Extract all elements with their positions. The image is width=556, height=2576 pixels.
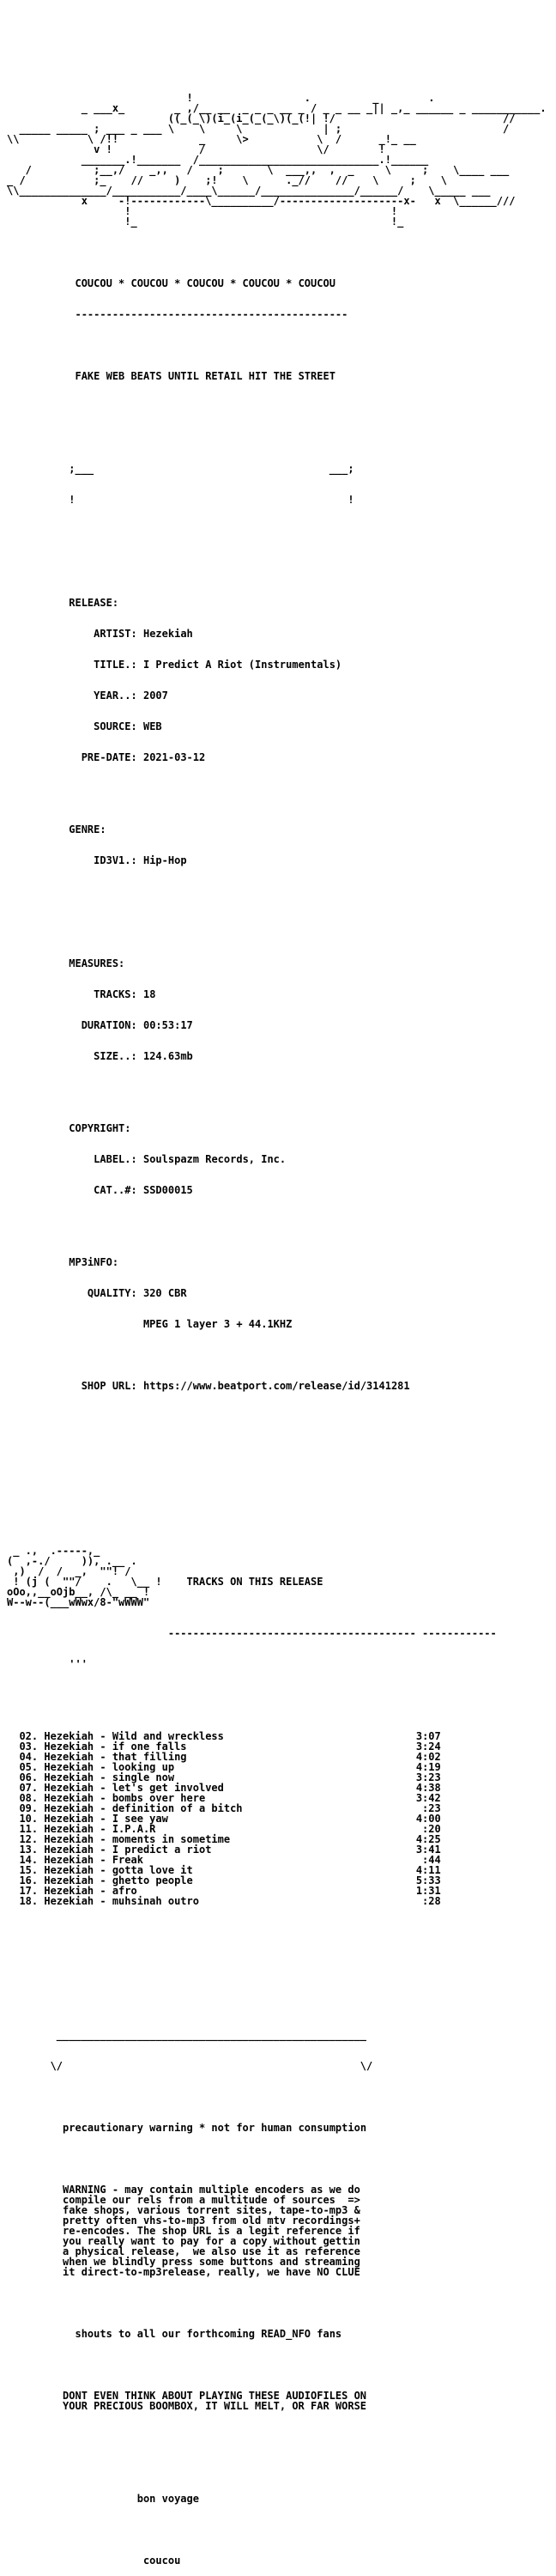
- warning-body-line: it direct-to-mp3release, really, we have NO CLUE: [7, 2266, 360, 2278]
- label-value: Soulspazm Records, Inc.: [142, 1153, 287, 1165]
- warning-body-line: compile our rels from a multitude of sources =>: [7, 2194, 360, 2206]
- title-value: I Predict A Riot (Instrumentals): [142, 659, 342, 671]
- tracks-rule: ---------------------------------------- ------------: [167, 1627, 497, 1639]
- tracks-art-line: oOo,,__oOjb__, /\_ __ !: [7, 1586, 150, 1598]
- track-time: :23: [242, 1802, 441, 1814]
- track-row: [7, 1896, 549, 1906]
- track-title: 05. Hezekiah - looking up: [7, 1761, 175, 1773]
- logo-ascii-art: [7, 93, 549, 227]
- duration-value: 00:53:17: [142, 1019, 193, 1031]
- warning-heading: precautionary warning * not for human consumption: [63, 2122, 367, 2134]
- warning-body-line: you really want to pay for a copy without gettin: [7, 2235, 360, 2247]
- shop-url-row: SHOP URL: https://www.beatport.com/release/id/3141281: [69, 1380, 410, 1392]
- tagline-line: [7, 371, 549, 381]
- tracks-art-line: ,) / / _, ""! /: [7, 1565, 131, 1577]
- logo-art-line: ! . _ .: [7, 92, 522, 104]
- bracket-bottom: ! !: [69, 494, 354, 506]
- track-title: 08. Hezekiah - bombs over here: [7, 1792, 206, 1804]
- logo-art-line: _ / ;_ // ) ;! \ ._// // \ ; \: [7, 174, 447, 186]
- warning-body-line: WARNING - may contain multiple encoders as we do: [7, 2184, 360, 2196]
- quality-value: 320 CBR: [142, 1287, 187, 1299]
- warning-body-line: fake shops, various torrent sites, tape-to-mp3 &: [7, 2204, 360, 2216]
- catalog-row: CAT..#: SSD00015: [69, 1184, 193, 1196]
- size-row: SIZE..: 124.63mb: [69, 1050, 193, 1062]
- logo-art-line: / ;__,/ _,, / ; \ ___,, , _ \ ; \____ ___: [7, 164, 510, 176]
- track-time: 5:33: [192, 1874, 441, 1886]
- logo-art-line: \\ \ /!! _ \> \ / _!_ __: [7, 133, 416, 145]
- nfo-document: [7, 72, 549, 2576]
- banner-rule: --------------------------------------------: [75, 308, 348, 320]
- tracks-art-line: ! (j ( ""/ . \__ ! TRACKS ON THIS RELEASE: [7, 1576, 323, 1588]
- banner-line: [7, 278, 549, 289]
- tracklist: [7, 1731, 549, 1906]
- track-title: 10. Hezekiah - I see yaw: [7, 1813, 168, 1825]
- track-time: 3:24: [186, 1741, 441, 1753]
- year-value: 2007: [142, 690, 168, 702]
- logo-art-line: _____ _____ ; ___ _ ___ \ \ \ | ; /: [7, 123, 510, 135]
- track-title: 11. Hezekiah - I.P.A.R: [7, 1823, 156, 1835]
- label-row: LABEL.: Soulspazm Records, Inc.: [69, 1153, 287, 1165]
- copyright-heading: COPYRIGHT:: [69, 1122, 131, 1134]
- track-time: 4:38: [223, 1782, 441, 1794]
- source-row: SOURCE: WEB: [69, 720, 162, 732]
- warning-corners: \/ \/: [50, 2060, 373, 2072]
- tracks-count-row: TRACKS: 18: [69, 988, 156, 1000]
- banner-text: COUCOU * COUCOU * COUCOU * COUCOU * COUCOU: [75, 277, 335, 289]
- id3-value: Hip-Hop: [142, 854, 187, 866]
- predate-row: PRE-DATE: 2021-03-12: [69, 751, 206, 763]
- logo-art-line: ((_(_\)(i_(i_(_(_\)(_(!| !/ //: [7, 112, 516, 125]
- track-time: :44: [142, 1854, 441, 1866]
- warning-body-line: pretty often vhs-to-mp3 from old mtv recordings+: [7, 2215, 360, 2227]
- logo-art-line: _______.!_______ /_____________________________.!______: [7, 154, 429, 166]
- track-time: 3:23: [174, 1771, 441, 1783]
- tracks-art-line: ( ,-./ )), .__ .: [7, 1555, 137, 1567]
- track-title: 07. Hezekiah - let's get involved: [7, 1782, 224, 1794]
- track-title: 06. Hezekiah - single now: [7, 1771, 175, 1783]
- artist-value: Hezekiah: [142, 628, 193, 640]
- track-title: 02. Hezekiah - Wild and wreckless: [7, 1730, 224, 1742]
- signoff-line: coucou: [142, 2555, 181, 2567]
- codec-value: MPEG 1 layer 3 + 44.1KHZ: [142, 1318, 293, 1330]
- predate-value: 2021-03-12: [142, 751, 206, 763]
- id3-row: ID3V1.: Hip-Hop: [69, 854, 187, 866]
- measures-heading: MEASURES:: [69, 957, 125, 969]
- tracks-art-line: _ ., .-----,_: [7, 1545, 100, 1557]
- codec-row: [7, 1319, 549, 1329]
- dont-line: YOUR PRECIOUS BOOMBOX, IT WILL MELT, OR FAR WORSE: [7, 2400, 367, 2412]
- warning-body: [7, 2184, 549, 2277]
- track-title: 16. Hezekiah - ghetto people: [7, 1874, 193, 1886]
- track-time: 3:07: [223, 1730, 441, 1742]
- track-title: 17. Hezekiah - afro: [7, 1885, 137, 1897]
- shop-url-link[interactable]: https://www.beatport.com/release/id/3141281: [142, 1380, 410, 1392]
- warning-body-line: when we blindly press some buttons and streaming: [7, 2256, 360, 2268]
- logo-art-line: !_ !_: [7, 216, 404, 228]
- track-time: 1:31: [136, 1885, 441, 1897]
- track-title: 13. Hezekiah - I predict a riot: [7, 1844, 212, 1856]
- track-title: 15. Hezekiah - gotta love it: [7, 1864, 193, 1876]
- bracket-top: ;___ ___;: [69, 463, 354, 475]
- warning-body-line: re-encodes. The shop URL is a legit reference if: [7, 2225, 360, 2237]
- logo-art-line: \\______________/___________/____\______/_______________/______/ \_____ ___: [7, 185, 491, 197]
- tracks-count-value: 18: [142, 988, 156, 1000]
- track-title: 03. Hezekiah - if one falls: [7, 1741, 187, 1753]
- track-time: :20: [155, 1823, 441, 1835]
- title-row: TITLE.: I Predict A Riot (Instrumentals): [69, 659, 342, 671]
- tracks-section-title: TRACKS ON THIS RELEASE: [186, 1576, 323, 1588]
- quality-row: QUALITY: 320 CBR: [69, 1287, 187, 1299]
- logo-art-line: v ! / \/ !: [7, 143, 385, 155]
- track-title: 14. Hezekiah - Freak: [7, 1854, 143, 1866]
- dont-line: DONT EVEN THINK ABOUT PLAYING THESE AUDIOFILES ON: [7, 2390, 367, 2402]
- mp3info-heading: MP3iNFO:: [69, 1256, 119, 1268]
- release-heading: RELEASE:: [69, 597, 119, 609]
- shouts-line: shouts to all our forthcoming READ_NFO fans: [75, 2328, 342, 2340]
- size-value: 124.63mb: [142, 1050, 193, 1062]
- dont-warning: [7, 2391, 549, 2411]
- source-value: WEB: [142, 720, 162, 732]
- track-title: 09. Hezekiah - definition of a bitch: [7, 1802, 243, 1814]
- logo-art-line: _ ___x_ _ ,/__ __ _ _ _ __ _ / _ _ __ _|| _,_ ______ _ ___________.: [7, 102, 547, 114]
- track-time: 4:25: [230, 1833, 441, 1845]
- tracks-art-line: W--w--(___wWwx/8-"wWWW": [7, 1596, 150, 1608]
- tracks-ascii-art: [7, 1546, 549, 1607]
- track-time: 4:19: [174, 1761, 441, 1773]
- track-time: 4:02: [186, 1751, 441, 1763]
- duration-row: DURATION: 00:53:17: [69, 1019, 193, 1031]
- track-title: 18. Hezekiah - muhsinah outro: [7, 1895, 199, 1907]
- genre-heading: GENRE:: [69, 823, 106, 835]
- warning-body-line: a physical release, we also use it as reference: [7, 2245, 360, 2257]
- year-row: YEAR..: 2007: [69, 690, 168, 702]
- artist-row: ARTIST: Hezekiah: [69, 628, 193, 640]
- catalog-value: SSD00015: [142, 1184, 193, 1196]
- track-time: :28: [198, 1895, 441, 1907]
- track-title: 04. Hezekiah - that filling: [7, 1751, 187, 1763]
- tracks-art-tail: ''': [56, 1658, 88, 1670]
- logo-art-line: x -!------------\__________/--------------------x- x \______///: [7, 195, 516, 207]
- track-time: 4:11: [192, 1864, 441, 1876]
- warning-top-rule: __________________________________________________: [56, 2029, 367, 2041]
- tagline-text: FAKE WEB BEATS UNTIL RETAIL HIT THE STREET: [75, 370, 335, 382]
- track-time: 3:42: [205, 1792, 441, 1804]
- track-time: 3:41: [211, 1844, 441, 1856]
- bon-voyage-line: bon voyage: [136, 2493, 199, 2505]
- track-time: 4:00: [167, 1813, 441, 1825]
- track-title: 12. Hezekiah - moments in sometime: [7, 1833, 231, 1845]
- logo-art-line: ! !: [7, 205, 398, 217]
